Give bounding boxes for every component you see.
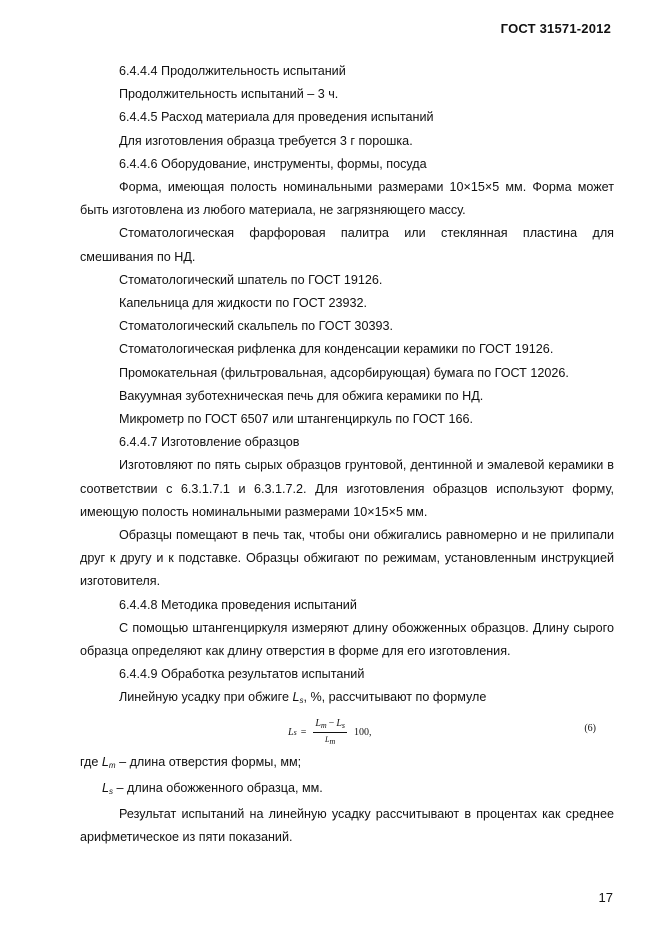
denominator-term: L xyxy=(325,734,330,744)
formula-numerator xyxy=(313,717,347,733)
where-line-1 xyxy=(80,751,614,777)
paragraph-spatula: Стоматологический шпатель по ГОСТ 19126. xyxy=(119,272,383,287)
where-text-2: – длина обожженного образца, мм. xyxy=(113,780,323,795)
formula-lhs: L xyxy=(288,726,294,738)
paragraph-palette: Стоматологическая фарфоровая палитра или стеклянная пластина для смешивания по НД. xyxy=(80,226,614,264)
paragraph-measurement: С помощью штангенциркуля измеряют длину обожженных образцов. Длину сырого образца определяют как длину отверстия в форме для его изготовления. xyxy=(80,620,614,659)
where-symbol-2-sub: s xyxy=(109,786,114,796)
numerator-term-a-sub: m xyxy=(320,720,327,730)
where-symbol-2: L xyxy=(102,780,110,795)
paragraph-firing: Образцы помещают в печь так, чтобы они обжигались равномерно и не прилипали друг к другу и к подставке. Образцы обжигают по режимам, установленным инструкцией изготовителя. xyxy=(80,528,614,589)
numerator-term-b: L xyxy=(336,717,342,729)
formula-intro-tail: , %, рассчитывают по формуле xyxy=(303,690,487,705)
paragraph-conclusion: Результат испытаний на линейную усадку рассчитывают в процентах как среднее арифметическое из пяти показаний. xyxy=(80,807,614,845)
section-heading-6-4-4-7: 6.4.4.7 Изготовление образцов xyxy=(119,435,300,450)
denominator-term-sub: m xyxy=(329,736,336,746)
paragraph-specimen-making: Изготовляют по пять сырых образцов грунтовой, дентинной и эмалевой керамики в соответствии с 6.3.1.7.1 и 6.3.1.7.2. Для изготовления образцов используют форму, имеющую полость номинальными размерами 10×15×5 мм. xyxy=(80,458,614,519)
section-heading-6-4-4-6: 6.4.4.6 Оборудование, инструменты, формы, посуда xyxy=(119,156,427,171)
numerator-term-b-sub: s xyxy=(341,720,345,730)
paragraph-blotting-paper: Промокательная (фильтровальная, адсорбирующая) бумага по ГОСТ 12026. xyxy=(119,365,569,380)
formula-lhs-sub: s xyxy=(293,727,297,737)
page-number: 17 xyxy=(598,890,613,905)
document-body xyxy=(80,60,614,850)
section-heading-6-4-4-5: 6.4.4.5 Расход материала для проведения испытаний xyxy=(119,110,434,125)
formula-fraction xyxy=(313,717,347,748)
paragraph-duration: Продолжительность испытаний – 3 ч. xyxy=(119,87,339,102)
formula-denominator xyxy=(325,733,335,748)
paragraph-condenser: Стоматологическая рифленка для конденсации керамики по ГОСТ 19126. xyxy=(119,342,554,357)
formula-minus: − xyxy=(328,717,335,729)
paragraph-material: Для изготовления образца требуется 3 г порошка. xyxy=(119,133,413,148)
document-header-id: ГОСТ 31571-2012 xyxy=(500,21,611,36)
formula-intro-text: Линейную усадку при обжиге xyxy=(119,690,293,705)
where-symbol-1-sub: m xyxy=(108,760,116,770)
paragraph-scalpel: Стоматологический скальпель по ГОСТ 30393. xyxy=(119,319,393,334)
formula-expression xyxy=(288,717,372,748)
where-symbol-1: L xyxy=(101,754,109,769)
where-text-1: – длина отверстия формы, мм; xyxy=(115,754,302,769)
formula-6 xyxy=(80,713,614,751)
where-line-2 xyxy=(80,777,614,803)
paragraph-micrometer: Микрометр по ГОСТ 6507 или штангенциркуль по ГОСТ 166. xyxy=(119,412,473,427)
paragraph-form: Форма, имеющая полость номинальными размерами 10×15×5 мм. Форма может быть изготовлена из любого материала, не загрязняющего массу. xyxy=(80,180,614,218)
paragraph-dropper: Капельница для жидкости по ГОСТ 23932. xyxy=(119,296,368,311)
formula-intro-symbol: L xyxy=(292,690,300,705)
section-heading-6-4-4-8: 6.4.4.8 Методика проведения испытаний xyxy=(119,597,357,612)
formula-multiplier: 100, xyxy=(354,726,372,738)
formula-intro-symbol-sub: s xyxy=(299,696,304,706)
paragraph-furnace: Вакуумная зуботехническая печь для обжига керамики по НД. xyxy=(119,388,484,403)
section-heading-6-4-4-9: 6.4.4.9 Обработка результатов испытаний xyxy=(119,667,365,682)
formula-equals: = xyxy=(300,726,307,738)
section-heading-6-4-4-4: 6.4.4.4 Продолжительность испытаний xyxy=(119,64,346,78)
formula-intro xyxy=(80,686,614,712)
where-prefix: где xyxy=(80,754,102,769)
numerator-term-a: L xyxy=(315,717,321,729)
formula-number: (6) xyxy=(584,722,596,734)
